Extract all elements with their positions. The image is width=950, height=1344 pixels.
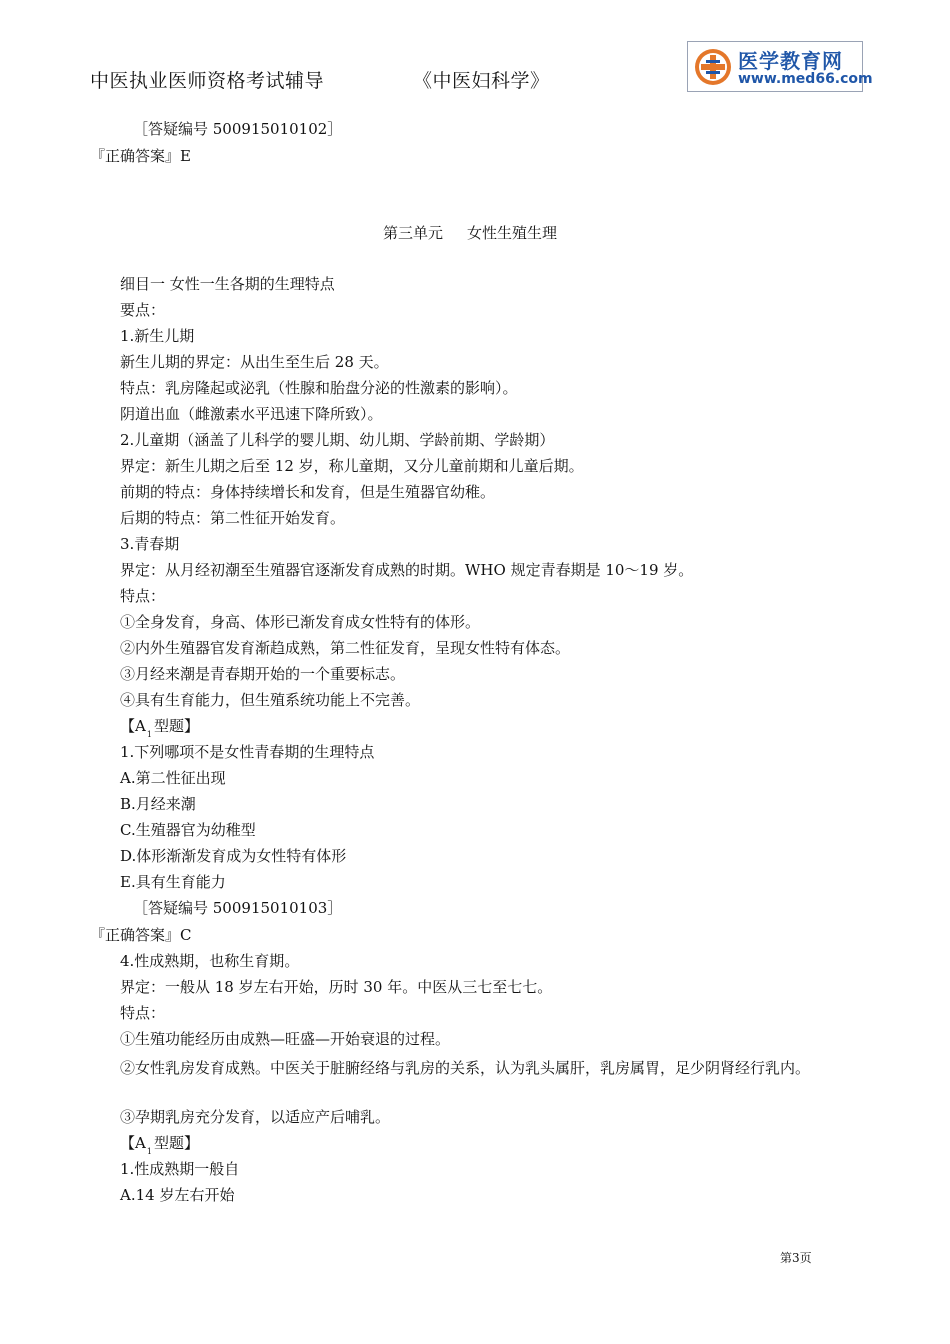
- logo-site-url: www.med66.com: [738, 71, 873, 87]
- newborn-definition: 新生儿期的界定：从出生至生后 28 天。: [120, 353, 389, 371]
- page-number: 第3页: [780, 1251, 812, 1265]
- childhood-definition: 界定：新生儿期之后至 12 岁，称儿童期，又分儿童前期和儿童后期。: [120, 457, 584, 475]
- question2-option-a: A.14 岁左右开始: [120, 1186, 235, 1204]
- childhood-heading: 2.儿童期（涵盖了儿科学的婴儿期、幼儿期、学龄前期、学龄期）: [120, 431, 555, 449]
- logo-site-name: 医学教育网: [738, 49, 843, 73]
- puberty-feature-label: 特点：: [120, 587, 166, 605]
- question2-type-label: 【$A_1$ 型题】: [120, 1134, 199, 1156]
- puberty-feature-2: ②内外生殖器官发育渐趋成熟，第二性征发育，呈现女性特有体态。: [120, 639, 571, 657]
- item-title: 细目一 女性一生各期的生理特点: [120, 275, 335, 293]
- option-b: B.月经来潮: [120, 795, 196, 813]
- option-d: D.体形渐渐发育成为女性特有体形: [120, 847, 347, 865]
- section-title: [383, 223, 557, 243]
- puberty-definition: 界定：从月经初潮至生殖器官逐渐发育成熟的时期。WHO 规定青春期是 10～19 岁。: [120, 561, 694, 579]
- site-logo[interactable]: [687, 41, 873, 92]
- option-e: E.具有生育能力: [120, 873, 226, 891]
- puberty-heading: 3.青春期: [120, 535, 180, 553]
- section-unit: 第三单元: [383, 224, 444, 242]
- question2-stem: 1.性成熟期一般自: [120, 1160, 240, 1178]
- medical-cross-emblem-icon: [693, 47, 733, 87]
- maturity-feature-label: 特点：: [120, 1004, 166, 1022]
- maturity-feature-2: ②女性乳房发育成熟。中医关于脏腑经络与乳房的关系，认为乳头属肝，乳房属胃，足少阴肾经行乳内。: [120, 1059, 811, 1077]
- maturity-feature-1: ①生殖功能经历由成熟—旺盛—开始衰退的过程。: [120, 1030, 451, 1048]
- option-c: C.生殖器官为幼稚型: [120, 821, 256, 839]
- qa2-question-id: ［答疑编号 500915010103］: [133, 899, 343, 917]
- childhood-late: 后期的特点：第二性征开始发育。: [120, 509, 346, 527]
- maturity-feature-3: ③孕期乳房充分发育，以适应产后哺乳。: [120, 1108, 391, 1126]
- qa1-correct-answer: 『正确答案』E: [90, 147, 191, 165]
- newborn-feature: 特点：乳房隆起或泌乳（性腺和胎盘分泌的性激素的影响）。: [120, 379, 518, 397]
- puberty-feature-1: ①全身发育，身高、体形已渐发育成女性特有的体形。: [120, 613, 481, 631]
- header-course-name: 中医执业医师资格考试辅导: [90, 70, 325, 92]
- childhood-early: 前期的特点：身体持续增长和发育，但是生殖器官幼稚。: [120, 483, 496, 501]
- question-stem: 1.下列哪项不是女性青春期的生理特点: [120, 743, 375, 761]
- key-points-label: 要点：: [120, 301, 166, 319]
- qa1-question-id: ［答疑编号 500915010102］: [133, 120, 343, 138]
- puberty-feature-3: ③月经来潮是青春期开始的一个重要标志。: [120, 665, 406, 683]
- newborn-bleeding: 阴道出血（雌激素水平迅速下降所致）。: [120, 405, 383, 423]
- option-a: A.第二性征出现: [120, 769, 226, 787]
- maturity-definition: 界定：一般从 18 岁左右开始，历时 30 年。中医从三七至七七。: [120, 978, 553, 996]
- qa2-correct-answer: 『正确答案』C: [90, 926, 192, 944]
- maturity-heading: 4.性成熟期，也称生育期。: [120, 952, 300, 970]
- newborn-heading: 1.新生儿期: [120, 327, 195, 345]
- header-book-title: 《中医妇科学》: [413, 70, 550, 92]
- section-topic: 女性生殖生理: [467, 224, 558, 242]
- question-type-label: 【$A_1$ 型题】: [120, 717, 199, 739]
- puberty-feature-4: ④具有生育能力，但生殖系统功能上不完善。: [120, 691, 421, 709]
